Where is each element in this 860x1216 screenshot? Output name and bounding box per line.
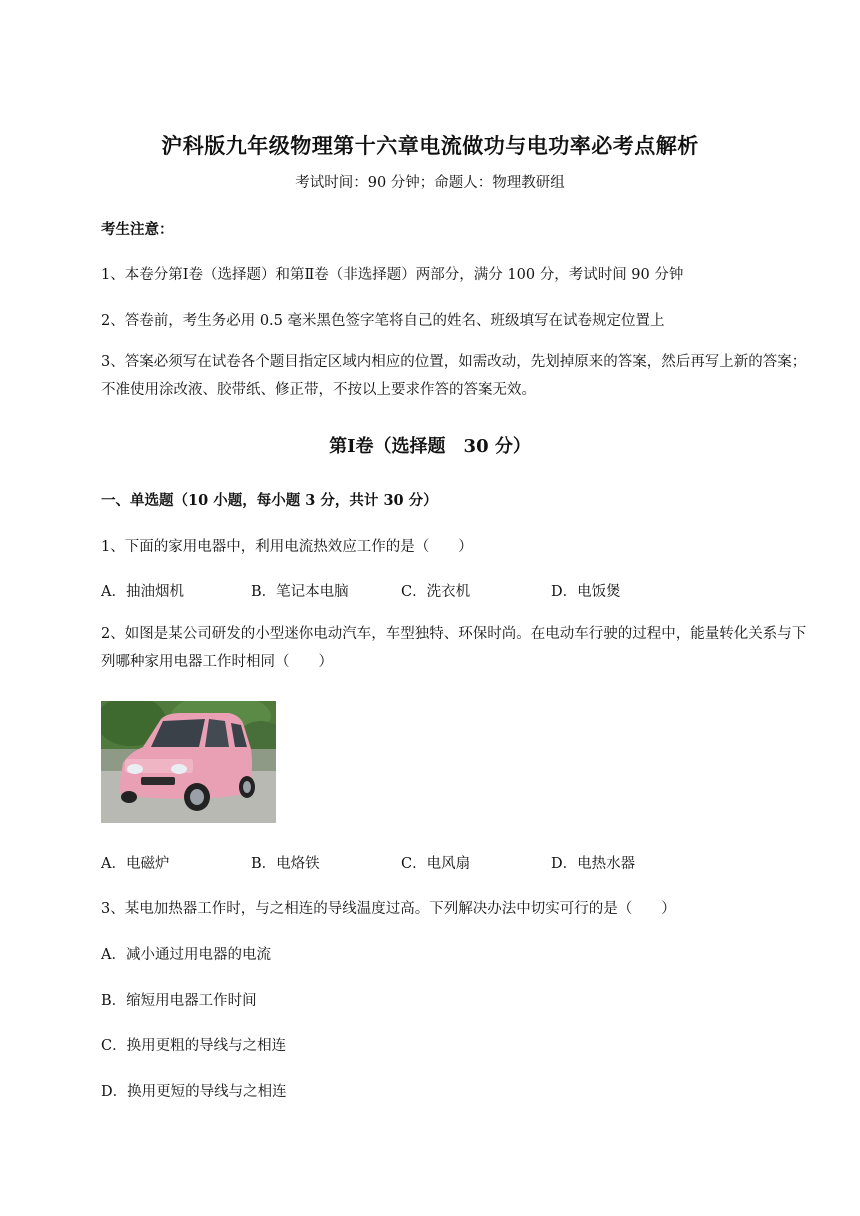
notice-item-2: 2、答卷前，考生务必用 0.5 毫米黑色签字笔将自己的姓名、班级填写在试卷规定位置上 xyxy=(101,313,665,329)
question-3-stem: 3、某电加热器工作时，与之相连的导线温度过高。下列解决办法中切实可行的是（ ） xyxy=(101,901,676,917)
question-3-option-d: D．换用更短的导线与之相连 xyxy=(101,1084,287,1100)
question-1-stem: 1、下面的家用电器中，利用电流热效应工作的是（ ） xyxy=(101,539,473,555)
question-2-option-d: D．电热水器 xyxy=(551,856,636,872)
question-1-option-b: B．笔记本电脑 xyxy=(251,584,349,600)
question-3-option-a: A．减小通过用电器的电流 xyxy=(101,947,271,963)
question-2-option-a: A．电磁炉 xyxy=(101,856,170,872)
notice-item-3: 3、答案必须写在试卷各个题目指定区域内相应的位置，如需改动，先划掉原来的答案，然后再写上新的答案；不准使用涂改液、胶带纸、修正带，不按以上要求作答的答案无效。 xyxy=(101,354,807,398)
question-2-option-b: B．电烙铁 xyxy=(251,856,320,872)
part-heading: 一、单选题（10 小题，每小题 3 分，共计 30 分） xyxy=(101,492,438,509)
document-title: 沪科版九年级物理第十六章电流做功与电功率必考点解析 xyxy=(161,133,699,158)
question-3-option-b: B．缩短用电器工作时间 xyxy=(101,993,257,1009)
question-2-stem: 2、如图是某公司研发的小型迷你电动汽车，车型独特、环保时尚。在电动车行驶的过程中，能量转化关系与下列哪种家用电器工作时相同（ ） xyxy=(101,626,807,670)
exam-meta: 考试时间：90 分钟；命题人：物理教研组 xyxy=(295,175,565,191)
electric-car-photo xyxy=(101,701,276,823)
question-2-option-c: C．电风扇 xyxy=(401,856,471,872)
question-1-option-a: A．抽油烟机 xyxy=(101,584,184,600)
question-1-option-c: C．洗衣机 xyxy=(401,584,471,600)
question-3-option-c: C．换用更粗的导线与之相连 xyxy=(101,1038,287,1054)
question-1-option-d: D．电饭煲 xyxy=(551,584,621,600)
section-title: 第Ⅰ卷（选择题 30 分） xyxy=(329,436,531,457)
notice-heading: 考生注意： xyxy=(101,221,174,238)
notice-item-1: 1、本卷分第Ⅰ卷（选择题）和第Ⅱ卷（非选择题）两部分，满分 100 分，考试时间 90 分钟 xyxy=(101,267,684,283)
